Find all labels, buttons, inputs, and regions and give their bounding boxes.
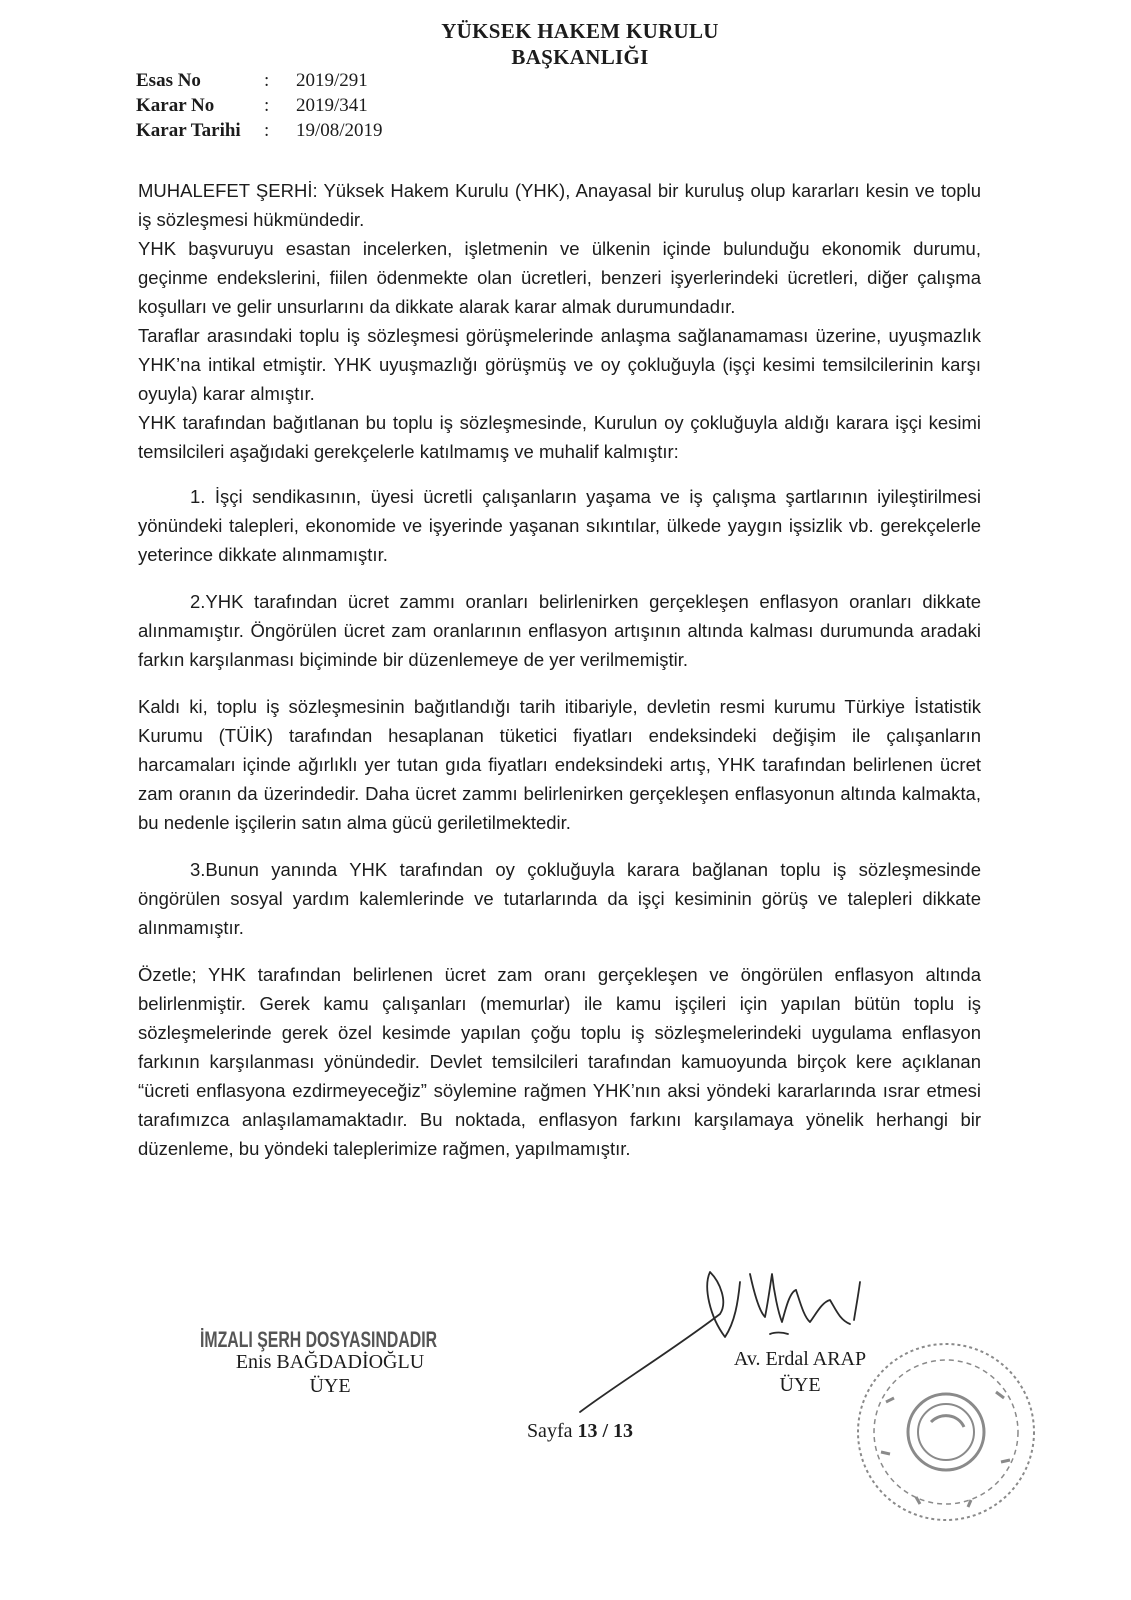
page-label: Sayfa [526, 1420, 573, 1442]
paragraph-2: YHK başvuruyu esastan incelerken, işletmenin ve ülkenin içinde bulunduğu ekonomik durumu, geçinme endekslerini, fiilen ödenmekte olan ücretleri, benzeri işyerlerindeki ücretleri, diğer çalışma koşulları ve gelir unsurlarını da dikkate alarak karar almak durumundadır. [138, 238, 981, 317]
page-footer [500, 1420, 660, 1443]
paragraph-kaldi-ki: Kaldı ki, toplu iş sözleşmesinin bağıtlandığı tarih itibariyle, devletin resmi kurumu Türkiye İstatistik Kurumu (TÜİK) tarafından hesaplanan tüketici fiyatları endeksindeki değişim ile çalışanların harcamaları içinde ağırlıklı yer tutan gıda fiyatları endeksindeki artış, YHK tarafından belirlenen ücret zam oranın da üzerindedir. Daha ücret zammı belirlenirken gerçekleşen enflasyonun altında kalmakta, bu nedenle işçilerin satın alma gücü geriletilmektedir. [138, 696, 981, 833]
paragraph-item-3: 3.Bunun yanında YHK tarafından oy çokluğuyla karara bağlanan toplu iş sözleşmesinde öngörülen sosyal yardım kalemlerinde ve tutarlarında da işçi kesiminin görüş ve talepleri dikkate alınmamıştır. [138, 859, 981, 938]
esas-label: Esas No [136, 70, 201, 91]
tarih-row [136, 118, 383, 143]
tarih-label: Karar Tarihi [136, 120, 241, 141]
paragraph-4: YHK tarafından bağıtlanan bu toplu iş sözleşmesinde, Kurulun oy çokluğuyla aldığı karara işçi kesimi temsilcileri aşağıdaki gerekçelerle katılmamış ve muhalif kalmıştır: [138, 412, 981, 462]
paragraph-3: Taraflar arasındaki toplu iş sözleşmesi görüşmelerinde anlaşma sağlanamaması üzerine, uyuşmazlık YHK’na intikal etmiştir. YHK uyuşmazlığı görüşmüş ve oy çokluğuyla (işçi kesimi temsilcilerinin karşı oyuyla) karar almıştır. [138, 325, 981, 404]
paragraph-item-2: 2.YHK tarafından ücret zammı oranları belirlenirken gerçekleşen enflasyon oranları dikkate alınmamıştır. Öngörülen ücret zam oranlarının enflasyon artışının altında kalması durumunda aradaki farkın karşılanması biçiminde bir düzenlemeye de yer verilmemiştir. [138, 591, 981, 670]
karar-colon: : [264, 95, 270, 116]
document-header [380, 18, 780, 70]
left-signature-block [190, 1328, 470, 1398]
header-subtitle: BAŞKANLIĞI [511, 45, 649, 69]
signed-annotation-stamp: İMZALI ŞERH DOSYASINDADIR [200, 1327, 438, 1352]
tarih-value: 19/08/2019 [296, 120, 383, 141]
right-signer-role: ÜYE [779, 1374, 821, 1396]
page-number: 13 / 13 [577, 1420, 634, 1442]
document-body [138, 176, 981, 1163]
left-stamp-line [190, 1328, 470, 1350]
left-signer-name: Enis BAĞDADİOĞLU [235, 1351, 425, 1373]
paragraph-1: MUHALEFET ŞERHİ: Yüksek Hakem Kurulu (YHK), Anayasal bir kuruluş olup kararları kesin ve toplu iş sözleşmesi hükmündedir. [138, 180, 981, 230]
karar-label: Karar No [136, 95, 215, 116]
right-signer-name: Av. Erdal ARAP [733, 1348, 867, 1370]
paragraph-item-1: 1. İşçi sendikasının, üyesi ücretli çalışanların yaşama ve iş çalışma şartlarının iyileştirilmesi yönündeki talepleri, ekonomide ve işyerinde yaşanan sıkıntılar, ülkede yaygın işsizlik vb. gerekçelerle yeterince dikkate alınmamıştır. [138, 486, 981, 565]
case-meta [136, 68, 383, 143]
esas-colon: : [264, 70, 270, 91]
tarih-colon: : [264, 120, 270, 141]
left-signer-role: ÜYE [309, 1375, 351, 1397]
header-title: YÜKSEK HAKEM KURULU [441, 19, 719, 43]
paragraph-ozetle: Özetle; YHK tarafından belirlenen ücret zam oranı gerçekleşen ve öngörülen enflasyon altında belirlenmiştir. Gerek kamu çalışanları (memurlar) ile kamu işçileri için yapılan bütün toplu iş sözleşmelerinde gerek özel kesimde yapılan çoğu toplu iş sözleşmelerindeki uygulama enflasyon farkının karşılanması yönündedir. Devlet temsilcileri tarafından kamuoyunda birçok kere açıklanan “ücreti enflasyona ezdirmeyeceğiz” söylemine rağmen YHK’nın aksi yöndeki kararlarında ısrar etmesi tarafımızca anlaşılamamaktadır. Bu noktada, enflasyon farkını karşılamaya yönelik herhangi bir düzenleme, bu yöndeki taleplerimize rağmen, yapılmamıştır. [138, 964, 981, 1159]
esas-value: 2019/291 [296, 70, 368, 91]
esas-row [136, 68, 383, 93]
karar-value: 2019/341 [296, 95, 368, 116]
handwritten-signature [560, 1262, 890, 1422]
karar-row [136, 93, 383, 118]
official-seal [846, 1332, 1046, 1532]
